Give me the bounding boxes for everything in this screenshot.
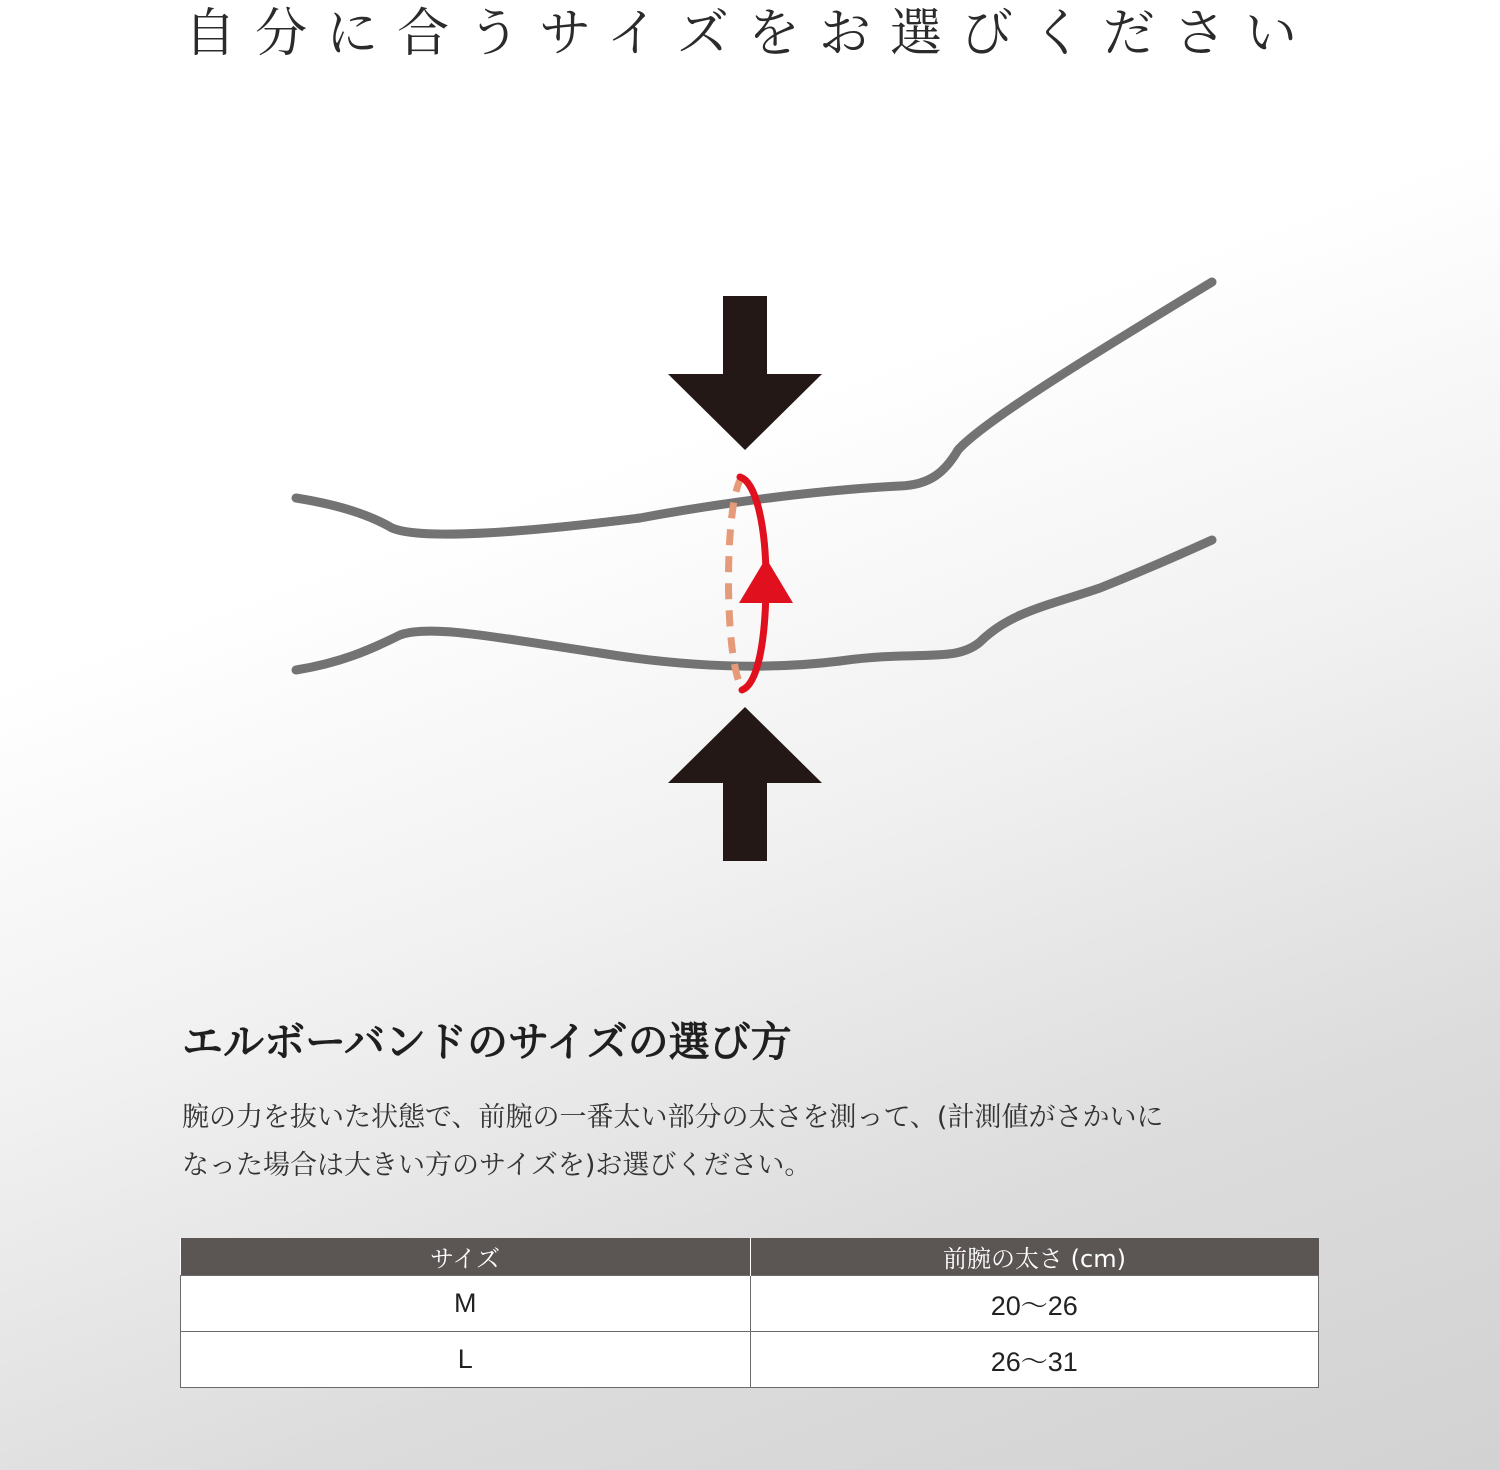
arrow-down-icon xyxy=(668,296,822,450)
measuring-loop-icon xyxy=(729,477,794,690)
table-row xyxy=(181,1332,1319,1388)
size-cell: L xyxy=(181,1332,751,1388)
description-line-2: なった場合は大きい方のサイズを)お選びください。 xyxy=(182,1150,812,1181)
size-guide-heading: エルボーバンドのサイズの選び方 xyxy=(182,1018,792,1066)
size-table xyxy=(180,1238,1319,1388)
girth-range-cell: 26〜31 xyxy=(750,1332,1319,1388)
table-row xyxy=(181,1276,1319,1332)
arrow-up-icon xyxy=(668,707,822,861)
size-cell: M xyxy=(181,1276,751,1332)
description-line-1: 腕の力を抜いた状態で、前腕の一番太い部分の太さを測って、(計測値がさかいに xyxy=(182,1102,1164,1133)
arm-lower-outline xyxy=(296,540,1212,670)
page-title: 自分に合うサイズをお選びください xyxy=(184,4,1316,64)
girth-range-cell: 20〜26 xyxy=(750,1276,1319,1332)
size-guide-description xyxy=(182,1094,1332,1190)
size-column-header: サイズ xyxy=(181,1238,751,1276)
forearm-girth-column-header: 前腕の太さ (cm) xyxy=(750,1238,1319,1276)
size-table-header-row xyxy=(181,1238,1319,1276)
